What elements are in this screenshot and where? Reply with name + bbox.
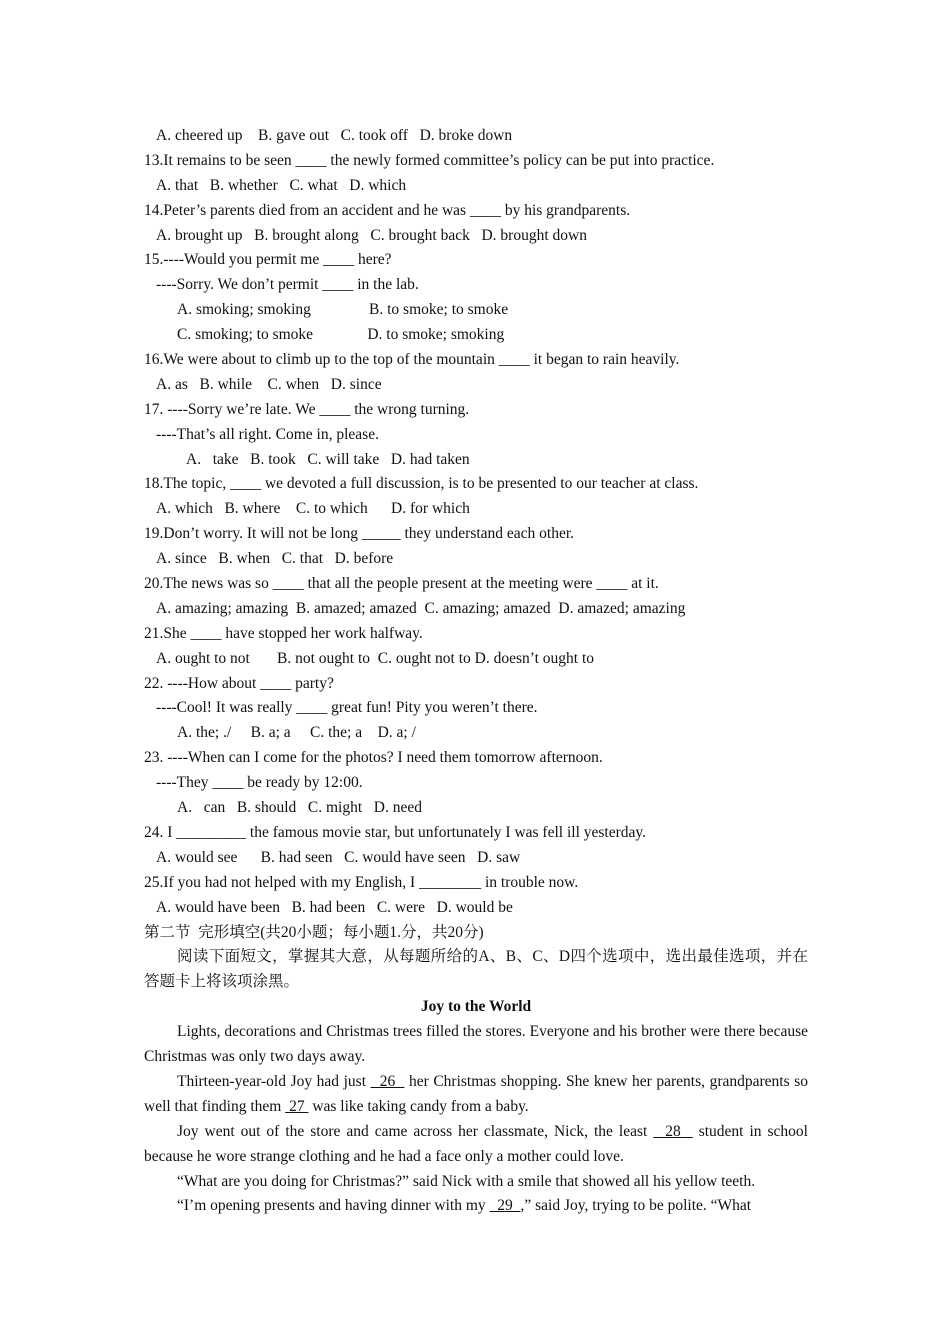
q25-stem: 25.If you had not helped with my English, I ________ in trouble now. — [144, 873, 579, 891]
q21-options: A. ought to not B. not ought to C. ought not to D. doesn’t ought to — [156, 649, 595, 667]
q18-stem: 18.The topic, ____ we devoted a full discussion, is to be presented to our teacher at class. — [144, 475, 699, 493]
passage-paragraph-4: “What are you doing for Christmas?” said Nick with a smile that showed all his yellow teeth. — [177, 1172, 756, 1190]
passage-paragraph-5 — [144, 1194, 808, 1219]
q15-options-cd: C. smoking; to smoke D. to smoke; smoking — [177, 326, 505, 344]
passage-paragraph-2 — [144, 1070, 808, 1120]
q20-stem: 20.The news was so ____ that all the people present at the meeting were ____ at it. — [144, 575, 659, 593]
q15-options-ab: A. smoking; smoking B. to smoke; to smoke — [177, 301, 509, 319]
paragraph-text: Joy went out of the store and came across her classmate, Nick, the least — [177, 1122, 654, 1140]
q22-stem: 22. ----How about ____ party? — [144, 674, 334, 692]
paragraph-text: Thirteen-year-old Joy had just — [177, 1072, 371, 1090]
blank-27: 27 — [285, 1097, 309, 1115]
document-page — [144, 124, 808, 1219]
paragraph-text: “I’m opening presents and having dinner with my — [177, 1197, 490, 1215]
q17-options: A. take B. took C. will take D. had taken — [186, 450, 470, 468]
q19-stem: 19.Don’t worry. It will not be long _____ they understand each other. — [144, 525, 575, 543]
q13-stem: 13.It remains to be seen ____ the newly formed committee’s policy can be put into practice. — [144, 151, 715, 169]
q15-stem: 15.----Would you permit me ____ here? — [144, 251, 392, 269]
q23-stem-reply: ----They ____ be ready by 12:00. — [156, 774, 363, 792]
q24-options: A. would see B. had seen C. would have seen D. saw — [156, 848, 521, 866]
q19-options: A. since B. when C. that D. before — [156, 550, 394, 568]
q15-stem-reply: ----Sorry. We don’t permit ____ in the lab. — [156, 276, 419, 294]
q18-options: A. which B. where C. to which D. for which — [156, 500, 470, 518]
q20-options: A. amazing; amazing B. amazed; amazed C. amazing; amazed D. amazed; amazing — [156, 599, 686, 617]
q14-options: A. brought up B. brought along C. brought back D. brought down — [156, 226, 587, 244]
blank-26: 26 — [370, 1072, 405, 1090]
passage-paragraph-1: Lights, decorations and Christmas trees filled the stores. Everyone and his brother were there because Christmas was only two days away. — [144, 1023, 808, 1065]
q16-stem: 16.We were about to climb up to the top of the mountain ____ it began to rain heavily. — [144, 351, 680, 369]
q21-stem: 21.She ____ have stopped her work halfway. — [144, 624, 423, 642]
paragraph-text: was like taking candy from a baby. — [308, 1097, 529, 1115]
passage-paragraph-3 — [144, 1120, 808, 1170]
q23-stem: 23. ----When can I come for the photos? I need them tomorrow afternoon. — [144, 749, 603, 767]
paragraph-text: her Christmas shopping. She knew her parents, grandparents so well that finding them — [144, 1072, 808, 1115]
cloze-instruction: 阅读下面短文，掌握其大意，从每题所给的A、B、C、D四个选项中，选出最佳选项，并在答题卡上将该项涂黑。 — [144, 948, 808, 991]
q16-options: A. as B. while C. when D. since — [156, 375, 382, 393]
q17-stem-reply: ----That’s all right. Come in, please. — [156, 425, 379, 443]
q25-options: A. would have been B. had been C. were D. would be — [156, 898, 513, 916]
q24-stem: 24. I _________ the famous movie star, but unfortunately I was fell ill yesterday. — [144, 823, 647, 841]
q14-stem: 14.Peter’s parents died from an accident and he was ____ by his grandparents. — [144, 201, 631, 219]
q22-stem-reply: ----Cool! It was really ____ great fun! Pity you weren’t there. — [156, 699, 538, 717]
q13-options: A. that B. whether C. what D. which — [156, 176, 407, 194]
section-heading: 第二节 完形填空(共20小题；每小题1.分，共20分) — [144, 923, 484, 941]
q17-stem: 17. ----Sorry we’re late. We ____ the wrong turning. — [144, 400, 470, 418]
q23-options: A. can B. should C. might D. need — [177, 799, 422, 817]
paragraph-text: student in school because he wore strange clothing and he had a face only a mother could love. — [144, 1122, 808, 1165]
blank-29: 29 — [489, 1197, 521, 1215]
paragraph-text: ,” said Joy, trying to be polite. “What — [520, 1197, 752, 1215]
blank-28: 28 — [653, 1122, 693, 1140]
passage-title: Joy to the World — [420, 998, 532, 1016]
q22-options: A. the; ./ B. a; a C. the; a D. a; / — [177, 724, 416, 742]
q12-options: A. cheered up B. gave out C. took off D. broke down — [156, 127, 513, 144]
